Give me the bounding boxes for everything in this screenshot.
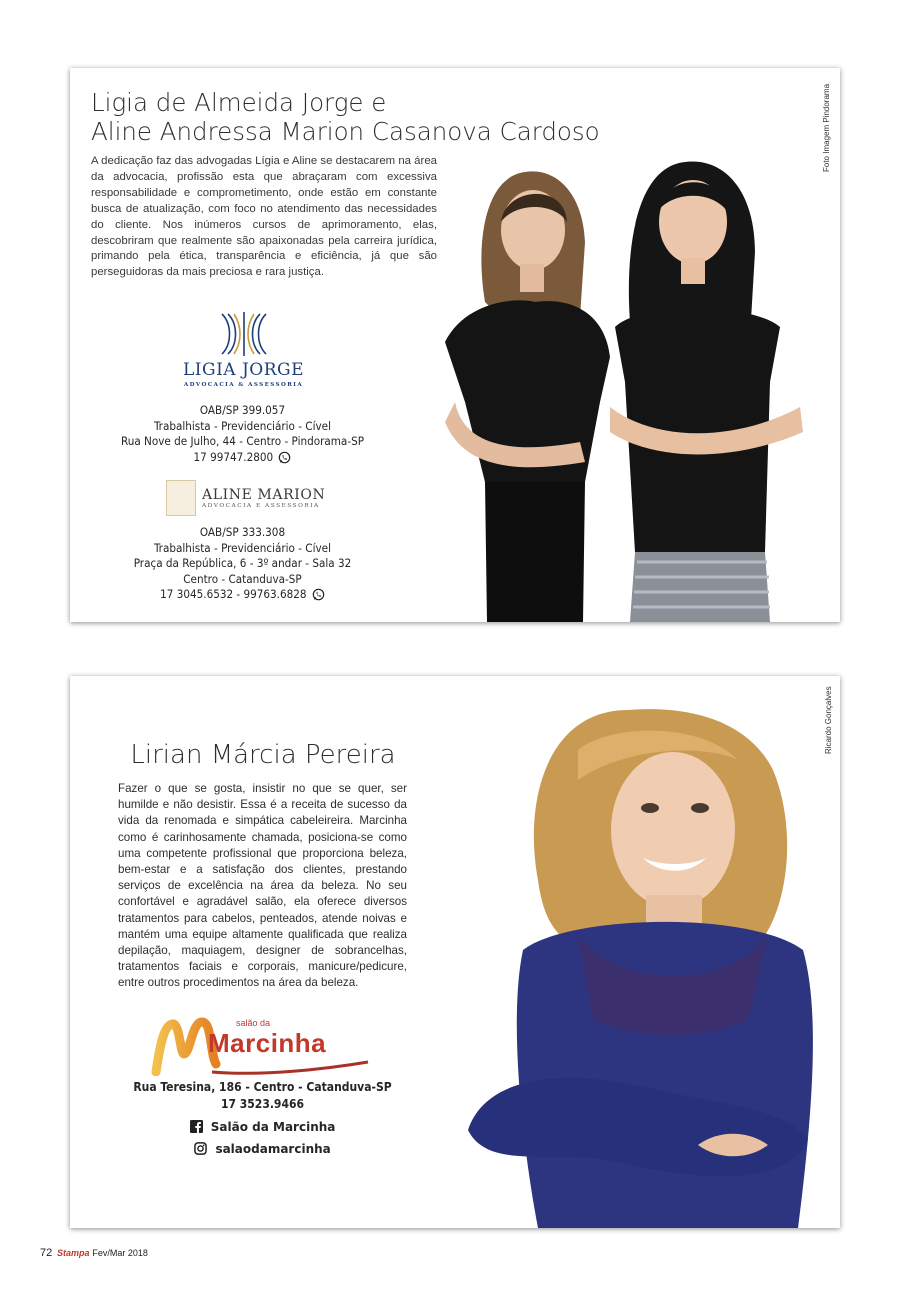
photo-credit: Foto Imagem Pindorama (822, 83, 831, 172)
marcinha-swoosh-icon (210, 1060, 370, 1076)
page-number: 72 (40, 1247, 53, 1259)
address-line-1: Praça da República, 6 - 3º andar - Sala 32 (133, 556, 352, 570)
instagram-line (118, 1142, 407, 1156)
edition-date: Fev/Mar 2018 (92, 1248, 148, 1258)
marcinha-logo-small: salão da (236, 1018, 271, 1028)
phone-line (100, 450, 385, 466)
aline-contact-info (100, 525, 385, 603)
marcinha-logo-name: Marcinha (208, 1028, 327, 1058)
instagram-icon (194, 1142, 207, 1155)
salon-contact-info (118, 1079, 407, 1113)
address-line-2: Centro - Catanduva-SP (183, 571, 302, 586)
aline-marion-emblem-icon (166, 480, 196, 516)
phone-number: 17 3045.6532 - 99763.6828 (160, 587, 307, 601)
practice-areas: Trabalhista - Previdenciário - Cível (154, 418, 331, 433)
practice-areas: Trabalhista - Previdenciário - Cível (154, 540, 331, 555)
aline-marion-logo (166, 480, 326, 520)
salao-da-marcinha-logo (150, 1014, 375, 1076)
facebook-icon (190, 1120, 203, 1133)
card-body-text: Fazer o que se gosta, insistir no que se quer, ser humilde e não desistir. Essa é a receita de sucesso da vida da renomada e simpática cabeleireira. Marcinha como é carinhosamente chamada, posiciona-se como uma competente profissional que proporciona beleza, bem-estar e a satisfação dos clientes, prestando serviços de excelência na área da beleza. No seu confortável e agradável salão, ela oferece diversos tratamentos para cabelos, penteados, atende noivas e mantém uma equipe altamente qualificada que realiza depilação, maquiagem, designer de sobrancelhas, tratamentos faciais e corporais, manicure/pedicure, entre outros procedimentos na área da beleza. (118, 782, 407, 990)
title-line-2: Aline Andressa Marion Casanova Cardoso (91, 117, 600, 146)
oab-number: OAB/SP 333.308 (199, 525, 286, 539)
ligia-jorge-logo-name: LIGIA JORGE (182, 360, 305, 380)
ligia-jorge-logo (176, 310, 311, 396)
address: Rua Teresina, 186 - Centro - Catanduva-SP (133, 1080, 392, 1094)
whatsapp-icon (312, 588, 325, 601)
facebook-line (118, 1120, 407, 1134)
card-title: Lirian Márcia Pereira (130, 740, 396, 770)
ligia-contact-info (100, 403, 385, 465)
aline-marion-logo-name: ALINE MARION (202, 487, 326, 503)
instagram-handle: salaodamarcinha (215, 1142, 331, 1156)
photo-credit: Ricardo Gonçalves (824, 686, 833, 754)
woman-left-figure (445, 171, 610, 622)
hairdresser-portrait-photo (428, 690, 828, 1228)
ligia-jorge-emblem-icon (218, 310, 270, 358)
facebook-handle: Salão da Marcinha (210, 1120, 336, 1134)
card-body-text: A dedicação faz das advogadas Lígia e Aline se destacarem na área da advocacia, profissão esta que abraçaram com excessiva responsabilidade e comprometimento, onde estão em constante busca de atualização, com foco no atendimento das necessidades do cliente. Nos inúmeros cursos de aprimoramento, elas, descobriram que realmente são apaixonadas pela carreira jurídica, primando pela ética, transparência e eficiência, já que são perseguidoras da mais preciosa e rara justiça. (91, 155, 437, 279)
profile-card-hairdresser (70, 676, 840, 1228)
lawyers-portrait-photo (405, 152, 825, 622)
whatsapp-icon (278, 451, 291, 464)
address: Rua Nove de Julho, 44 - Centro - Pindorama-SP (121, 434, 364, 448)
ligia-jorge-logo-subtitle: ADVOCACIA & ASSESSORIA (183, 382, 304, 388)
card-title (91, 88, 611, 146)
phone-number: 17 99747.2800 (193, 449, 274, 464)
magazine-brand: Stampa (57, 1248, 90, 1258)
title-line-1: Ligia de Almeida Jorge e (91, 88, 387, 117)
phone-line (100, 587, 385, 603)
woman-right-figure (610, 162, 803, 622)
aline-marion-logo-subtitle: ADVOCACIA E ASSESSORIA (202, 503, 320, 509)
page-footer (40, 1247, 148, 1259)
oab-number: OAB/SP 399.057 (199, 403, 286, 417)
phone-number: 17 3523.9466 (221, 1097, 304, 1111)
profile-card-lawyers (70, 68, 840, 622)
